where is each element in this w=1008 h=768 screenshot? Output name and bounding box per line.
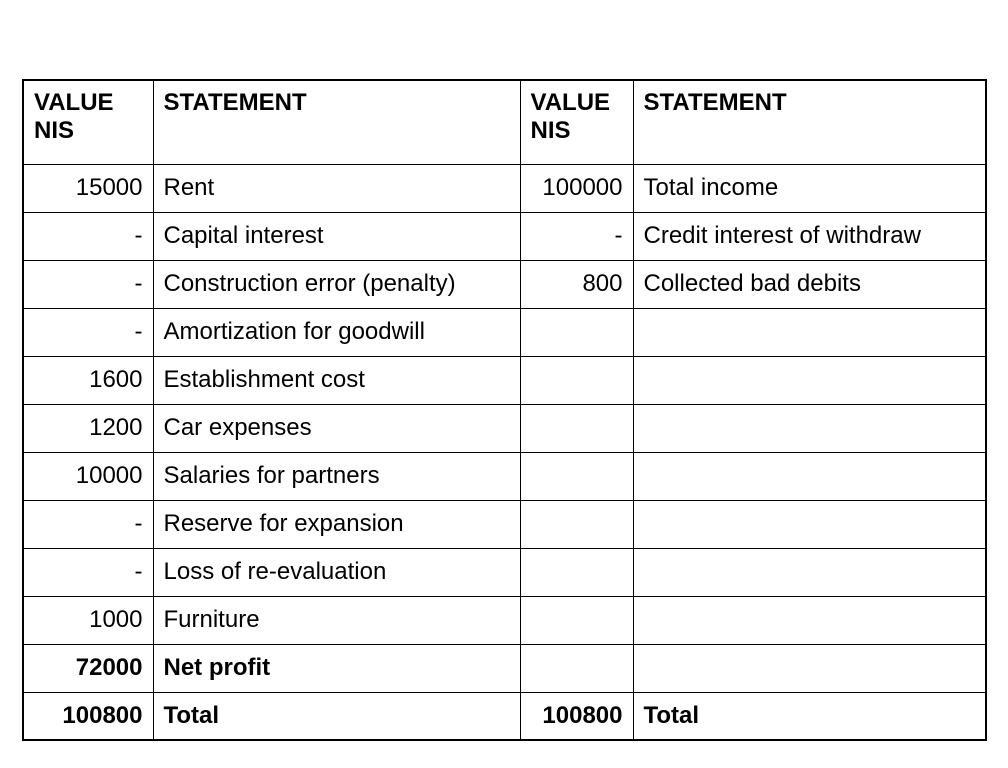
header-value-right: VALUE NIS: [520, 80, 633, 164]
table-row: [23, 500, 986, 548]
value-left-cell: -: [23, 500, 153, 548]
net-profit-label: Net profit: [153, 644, 520, 692]
value-right-cell: [520, 548, 633, 596]
statement-right-cell: [633, 404, 986, 452]
statement-left-cell: Furniture: [153, 596, 520, 644]
value-right-cell: -: [520, 212, 633, 260]
statement-left-cell: Establishment cost: [153, 356, 520, 404]
net-profit-row: [23, 644, 986, 692]
statement-right-cell: [633, 452, 986, 500]
value-left-cell: -: [23, 260, 153, 308]
value-left-cell: 15000: [23, 164, 153, 212]
statement-right-cell: Credit interest of withdraw: [633, 212, 986, 260]
value-right-cell: 100000: [520, 164, 633, 212]
statement-left-cell: Loss of re-evaluation: [153, 548, 520, 596]
statement-left-cell: Car expenses: [153, 404, 520, 452]
total-label-right: Total: [633, 692, 986, 740]
value-right-cell: [520, 356, 633, 404]
value-left-cell: -: [23, 212, 153, 260]
value-left-cell: 1600: [23, 356, 153, 404]
statement-left-cell: Construction error (penalty): [153, 260, 520, 308]
value-left-cell: -: [23, 548, 153, 596]
statement-right-cell: [633, 596, 986, 644]
table-row: [23, 356, 986, 404]
total-row: [23, 692, 986, 740]
table-row: [23, 260, 986, 308]
value-right-cell: [520, 644, 633, 692]
statement-right-cell: Total income: [633, 164, 986, 212]
table-row: [23, 164, 986, 212]
statement-left-cell: Capital interest: [153, 212, 520, 260]
statement-right-cell: [633, 500, 986, 548]
value-right-cell: [520, 596, 633, 644]
statement-left-cell: Rent: [153, 164, 520, 212]
statement-left-cell: Salaries for partners: [153, 452, 520, 500]
statement-right-cell: [633, 548, 986, 596]
value-right-cell: [520, 308, 633, 356]
net-profit-value: 72000: [23, 644, 153, 692]
total-value-left: 100800: [23, 692, 153, 740]
statement-right-cell: [633, 644, 986, 692]
total-label-left: Total: [153, 692, 520, 740]
table-row: [23, 452, 986, 500]
statement-left-cell: Amortization for goodwill: [153, 308, 520, 356]
header-row: [23, 80, 986, 164]
table-row: [23, 596, 986, 644]
statement-right-cell: [633, 356, 986, 404]
table-row: [23, 548, 986, 596]
statement-left-cell: Reserve for expansion: [153, 500, 520, 548]
value-right-cell: [520, 452, 633, 500]
table-row: [23, 308, 986, 356]
header-value-left: VALUE NIS: [23, 80, 153, 164]
value-left-cell: 10000: [23, 452, 153, 500]
value-right-cell: [520, 404, 633, 452]
statement-right-cell: [633, 308, 986, 356]
table-row: [23, 212, 986, 260]
total-value-right: 100800: [520, 692, 633, 740]
value-left-cell: 1000: [23, 596, 153, 644]
value-right-cell: 800: [520, 260, 633, 308]
header-statement-right: STATEMENT: [633, 80, 986, 164]
value-left-cell: 1200: [23, 404, 153, 452]
value-right-cell: [520, 500, 633, 548]
profit-loss-table: [22, 79, 987, 741]
header-statement-left: STATEMENT: [153, 80, 520, 164]
table-row: [23, 404, 986, 452]
value-left-cell: -: [23, 308, 153, 356]
statement-right-cell: Collected bad debits: [633, 260, 986, 308]
